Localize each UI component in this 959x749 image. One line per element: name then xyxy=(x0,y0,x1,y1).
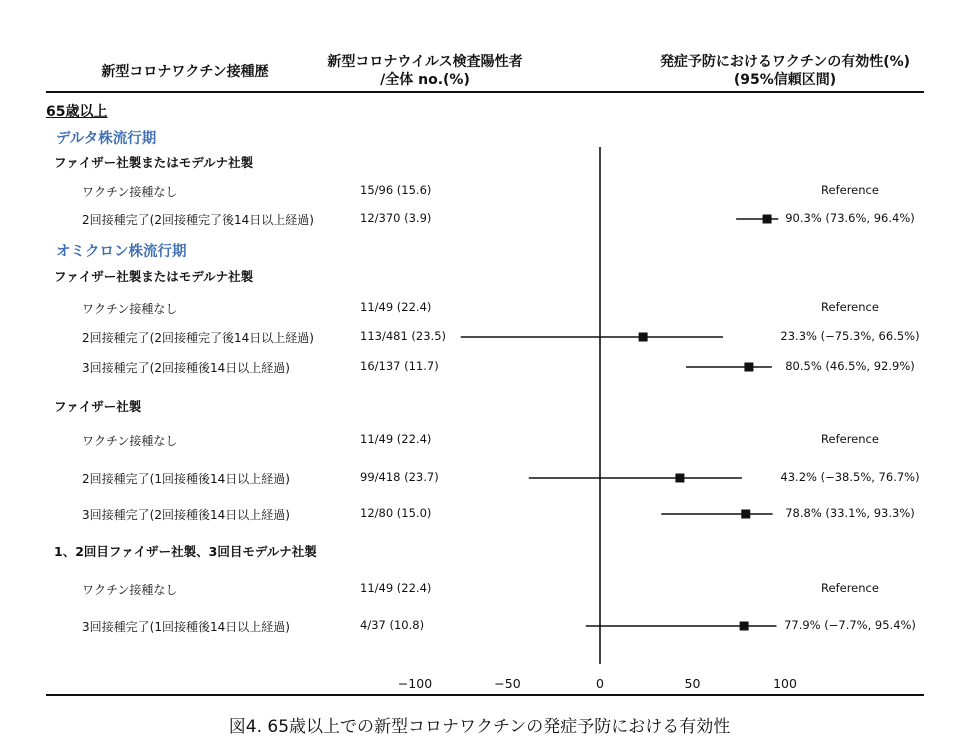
header-col3-line2: (95%信頼区間) xyxy=(733,72,837,88)
effectiveness-estimate: 78.8% (33.1%, 93.3%) xyxy=(785,506,915,520)
period-heading: デルタ株流行期 xyxy=(56,131,157,147)
point-estimate-marker xyxy=(639,333,648,342)
x-tick-label: 0 xyxy=(596,676,604,691)
row-label: ワクチン接種なし xyxy=(82,185,178,199)
point-estimate-marker xyxy=(740,622,749,631)
row-label: ワクチン接種なし xyxy=(82,302,178,316)
section-title: 65歳以上 xyxy=(46,104,108,120)
point-estimate-marker xyxy=(744,363,753,372)
positive-count: 11/49 (22.4) xyxy=(360,581,432,595)
effectiveness-estimate: Reference xyxy=(821,581,879,595)
x-tick-label: −100 xyxy=(397,676,433,691)
positive-count: 15/96 (15.6) xyxy=(360,183,432,197)
row-label: 3回接種完了(2回接種後14日以上経過) xyxy=(82,508,290,522)
group-heading: ファイザー社製またはモデルナ社製 xyxy=(54,269,254,284)
top-rule xyxy=(46,91,924,93)
group-heading: 1、2回目ファイザー社製、3回目モデルナ社製 xyxy=(54,544,317,559)
bottom-rule xyxy=(46,694,924,696)
header-col1: 新型コロナワクチン接種歴 xyxy=(101,64,269,80)
positive-count: 113/481 (23.5) xyxy=(360,329,447,343)
row-label: 2回接種完了(2回接種完了後14日以上経過) xyxy=(82,331,314,345)
row-label: ワクチン接種なし xyxy=(82,583,178,597)
positive-count: 11/49 (22.4) xyxy=(360,432,432,446)
header-col2-line2: /全体 no.(%) xyxy=(380,72,470,88)
row-label: 3回接種完了(2回接種後14日以上経過) xyxy=(82,361,290,375)
effectiveness-estimate: 77.9% (−7.7%, 95.4%) xyxy=(784,618,916,632)
row-label: 3回接種完了(1回接種後14日以上経過) xyxy=(82,620,290,634)
period-heading: オミクロン株流行期 xyxy=(56,244,187,260)
positive-count: 11/49 (22.4) xyxy=(360,300,432,314)
effectiveness-estimate: Reference xyxy=(821,432,879,446)
positive-count: 99/418 (23.7) xyxy=(360,470,439,484)
group-heading: ファイザー社製またはモデルナ社製 xyxy=(54,155,254,170)
effectiveness-estimate: Reference xyxy=(821,183,879,197)
row-label: ワクチン接種なし xyxy=(82,434,178,448)
x-tick-label: −50 xyxy=(494,676,521,691)
figure-caption: 図4. 65歳以上での新型コロナワクチンの発症予防における有効性 xyxy=(228,717,731,737)
header-col2-line1: 新型コロナウイルス検査陽性者 xyxy=(327,54,523,70)
header-col3-line1: 発症予防におけるワクチンの有効性(%) xyxy=(659,54,911,70)
positive-count: 12/80 (15.0) xyxy=(360,506,432,520)
row-label: 2回接種完了(2回接種完了後14日以上経過) xyxy=(82,213,314,227)
x-tick-label: 50 xyxy=(684,676,701,691)
effectiveness-estimate: 80.5% (46.5%, 92.9%) xyxy=(785,359,915,373)
point-estimate-marker xyxy=(675,474,684,483)
x-tick-label: 100 xyxy=(773,676,797,691)
point-estimate-marker xyxy=(741,510,750,519)
effectiveness-estimate: 43.2% (−38.5%, 76.7%) xyxy=(780,470,920,484)
positive-count: 16/137 (11.7) xyxy=(360,359,439,373)
positive-count: 12/370 (3.9) xyxy=(360,211,432,225)
positive-count: 4/37 (10.8) xyxy=(360,618,425,632)
effectiveness-estimate: 23.3% (−75.3%, 66.5%) xyxy=(780,329,920,343)
group-heading: ファイザー社製 xyxy=(54,399,142,414)
row-label: 2回接種完了(1回接種後14日以上経過) xyxy=(82,472,290,486)
effectiveness-estimate: Reference xyxy=(821,300,879,314)
effectiveness-estimate: 90.3% (73.6%, 96.4%) xyxy=(785,211,915,225)
